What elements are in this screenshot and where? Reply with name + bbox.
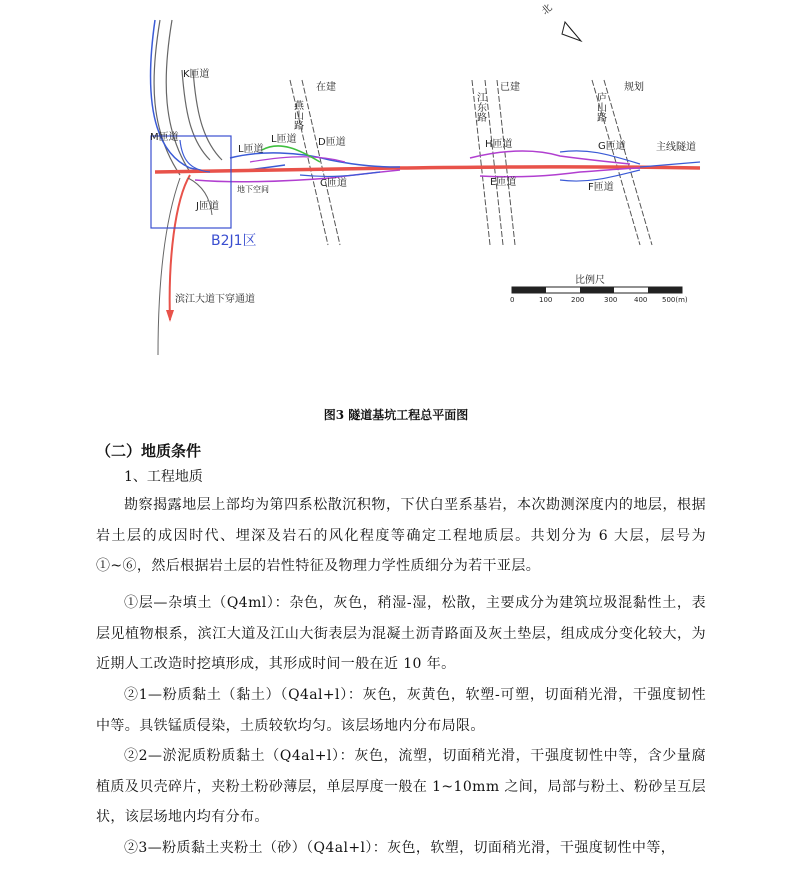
label-yanshan-road: 燕山路 — [291, 100, 303, 130]
ramp-blue-upper — [230, 153, 400, 167]
label-h-ramp: H匝道 — [485, 139, 513, 150]
label-underground: 地下空间 — [237, 185, 269, 194]
tunnel-plan-drawing — [0, 0, 792, 390]
scale-seg-1 — [512, 287, 546, 293]
label-f-ramp: F匝道 — [588, 182, 614, 193]
paragraph-2: ①层—杂填土（Q4ml）：杂色，灰色，稍湿-湿，松散，主要成分为建筑垃圾混黏性土，表层见植物根系，滨江大道及江山大街表层为混凝土沥青路面及灰土垫层，组成成分变化较大，为近期人工改造时挖填形成，其形成时间一般在近 10 年。 — [96, 595, 706, 672]
label-k-ramp: K匝道 — [183, 69, 210, 80]
scale-bar — [510, 273, 688, 304]
label-m-ramp: M匝道 — [150, 132, 179, 143]
scale-tick-1: 100 — [539, 296, 553, 304]
sub-title: 1、工程地质 — [124, 469, 203, 485]
scale-tick-4: 400 — [634, 296, 648, 304]
paragraph-4: ②2—淤泥质粉质黏土（Q4al+l）：灰色，流塑，切面稍光滑，干强度韧性中等，含少量腐植质及贝壳碎片，夹粉土粉砂薄层，单层厚度一般在 1~10mm 之间，局部与粉土、粉砂呈互层状，该层场地内均有分布。 — [96, 748, 706, 825]
ramp-f — [560, 170, 640, 181]
binjiang-road-edge — [158, 178, 180, 355]
scale-tick-3: 300 — [604, 296, 618, 304]
label-j-ramp: J匝道 — [196, 201, 219, 212]
label-zone: B2J1区 — [211, 233, 257, 249]
scale-tick-2: 200 — [571, 296, 585, 304]
svg-text:北: 北 — [539, 2, 555, 18]
label-e-ramp: E匝道 — [490, 177, 517, 188]
tunnel-plan-figure — [0, 0, 792, 390]
m-ramp-inner — [180, 140, 210, 172]
label-l-ramp: L匝道 — [238, 144, 264, 155]
west-curved-roads — [154, 20, 222, 175]
label-d-ramp: D匝道 — [318, 137, 346, 148]
label-l-ramp-upper: L匝道 — [271, 134, 297, 145]
label-g-ramp: G匝道 — [598, 141, 626, 152]
label-jiangdong-road: 江东路 — [474, 92, 486, 122]
paragraph-1: 勘察揭露地层上部均为第四系松散沉积物，下伏白垩系基岩，本次勘测深度内的地层，根据岩土层的成因时代、埋深及岩石的风化程度等确定工程地质层。共划分为 6 大层，层号为①~⑥，然后根据岩土层的岩性特征及物理力学性质细分为若干亚层。 — [96, 497, 706, 574]
section-title: （二）地质条件 — [96, 442, 202, 460]
paragraph-5: ②3—粉质黏土夹粉土（砂）（Q4al+l）：灰色，软塑，切面稍光滑，干强度韧性中等， — [124, 840, 676, 856]
north-arrow-icon — [539, 2, 581, 41]
underpass-arrow-icon — [166, 310, 174, 322]
label-under-construction: 在建 — [316, 82, 336, 93]
label-built: 已建 — [500, 82, 520, 93]
scale-seg-3 — [648, 287, 682, 293]
label-planned: 规划 — [624, 82, 644, 93]
ramp-purple-upper — [250, 157, 345, 162]
figure-caption: 图3 隧道基坑工程总平面图 — [323, 408, 469, 422]
label-lushan-road: 庐山路 — [594, 92, 606, 122]
scale-tick-0: 0 — [510, 296, 515, 304]
label-c-ramp: C匝道 — [320, 178, 347, 189]
scale-tick-5: 500(m) — [662, 296, 688, 304]
paragraph-3: ②1—粉质黏土（黏土）（Q4al+l）：灰色，灰黄色，软塑-可塑，切面稍光滑，干强度韧性中等。具铁锰质侵染，土质较软均匀。该层场地内分布局限。 — [96, 687, 706, 734]
scale-title: 比例尺 — [575, 275, 605, 286]
label-binjiang: 滨江大道下穿通道 — [175, 294, 255, 305]
label-main-tunnel: 主线隧道 — [656, 142, 696, 153]
scale-seg-2 — [580, 287, 614, 293]
